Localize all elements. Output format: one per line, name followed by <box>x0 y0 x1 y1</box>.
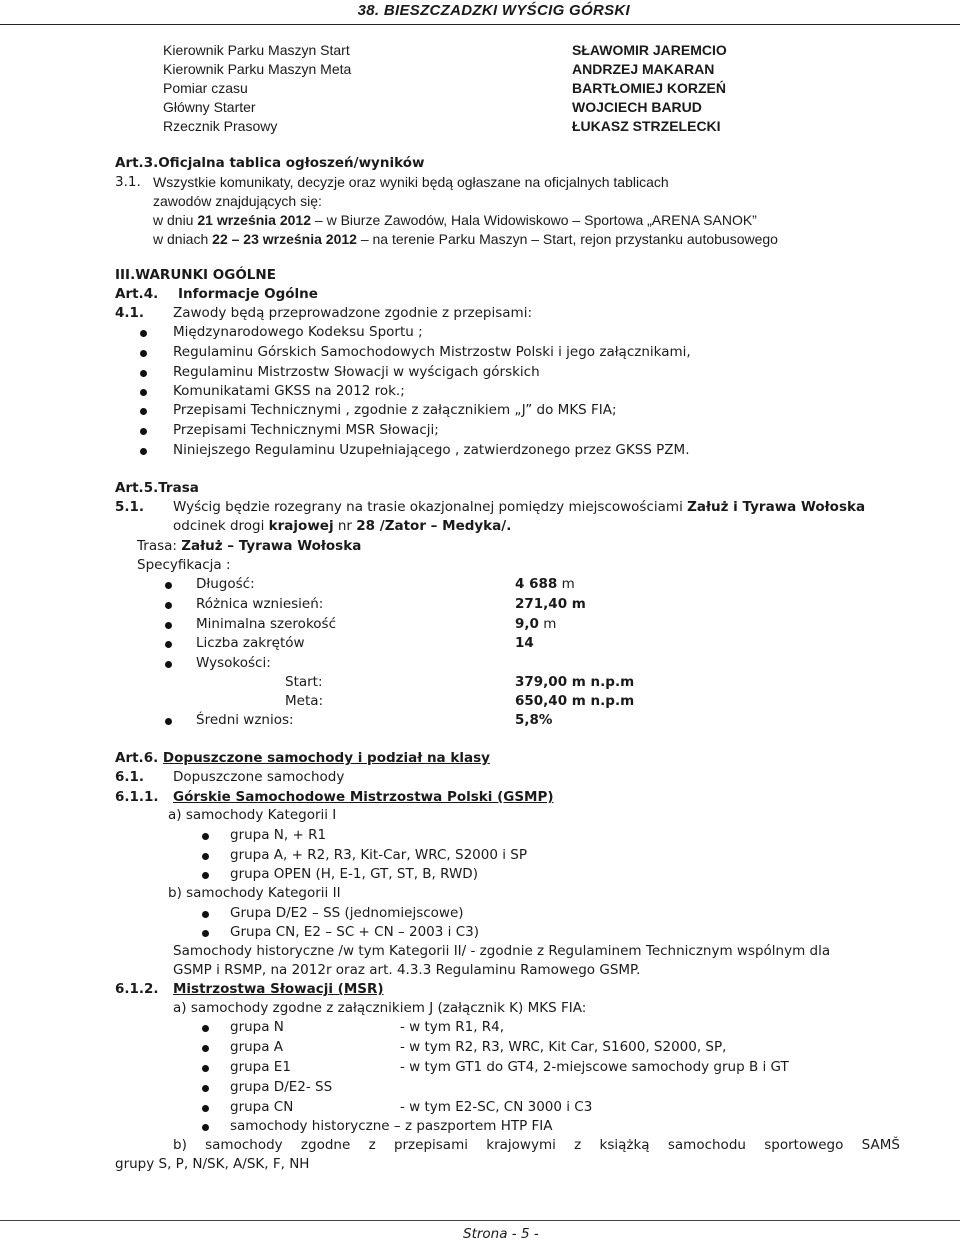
msr-group-desc: - w tym R2, R3, WRC, Kit Car, S1600, S2000, SP, <box>400 1039 727 1055</box>
page-number: Strona - 5 - <box>463 1226 539 1242</box>
art6-heading: Art.6. Dopuszczone samochody i podział na klasy <box>115 750 490 766</box>
art4-title: Informacje Ogólne <box>178 286 318 302</box>
spec-label: Minimalna szerokość <box>196 616 336 632</box>
official-name: ANDRZEJ MAKARAN <box>572 61 715 77</box>
historic-cars-line2: GSMP i RSMP, na 2012r oraz art. 4.3.3 Regulaminu Ramowego GSMP. <box>173 962 641 978</box>
msr-b-line2: grupy S, P, N/SK, A/SK, F, NH <box>115 1156 310 1172</box>
category2-label: b) samochody Kategorii II <box>168 885 341 901</box>
start-value: 379,00 m n.p.m <box>515 674 635 690</box>
bullet-icon <box>165 718 172 725</box>
bullet-icon <box>202 930 209 937</box>
p51-line1: Wyścig będzie rozegrany na trasie okazjonalnej pomiędzy miejscowościami Załuż i Tyrawa Wołoska <box>173 499 866 515</box>
bullet-icon <box>202 1085 209 1092</box>
art4-number: Art.4. <box>115 286 159 302</box>
bullet-icon <box>140 389 147 396</box>
bullet-icon <box>202 1025 209 1032</box>
finish-label: Meta: <box>285 693 324 709</box>
bullet-icon <box>165 622 172 629</box>
p51-number: 5.1. <box>115 499 145 515</box>
bullet-icon <box>165 582 172 589</box>
historic-cars-line1: Samochody historyczne /w tym Kategorii II/ - zgodnie z Regulaminem Technicznym wspólnym dla <box>173 943 831 959</box>
spec-label: Średni wznios: <box>196 712 294 728</box>
category2-item: Grupa CN, E2 – SC + CN – 2003 i C3) <box>230 924 479 940</box>
spec-label: Wysokości: <box>196 655 271 671</box>
list-item: Komunikatami GKSS na 2012 rok.; <box>173 383 405 399</box>
s61-text: Dopuszczone samochody <box>173 769 345 785</box>
bullet-icon <box>140 448 147 455</box>
section3-heading: III.WARUNKI OGÓLNE <box>115 267 276 283</box>
bullet-icon <box>165 602 172 609</box>
route-line: Trasa: Załuż – Tyrawa Wołoska <box>137 538 362 554</box>
msr-group: samochody historyczne – z paszportem HTP FIA <box>230 1118 553 1134</box>
p31-line3: w dniu 21 września 2012 – w Biurze Zawodów, Hala Widowiskowo – Sportowa „ARENA SANOK” <box>153 212 757 228</box>
s611-number: 6.1.1. <box>115 789 159 805</box>
msr-group-desc: - w tym R1, R4, <box>400 1019 505 1035</box>
category2-item: Grupa D/E2 – SS (jednomiejscowe) <box>230 905 464 921</box>
msr-group-desc: - w tym E2-SC, CN 3000 i C3 <box>400 1099 593 1115</box>
list-item: Międzynarodowego Kodeksu Sportu ; <box>173 324 423 340</box>
official-role: Główny Starter <box>163 99 256 115</box>
bullet-icon <box>140 428 147 435</box>
official-role: Kierownik Parku Maszyn Start <box>163 42 350 58</box>
bullet-icon <box>202 1065 209 1072</box>
spec-label: Różnica wzniesień: <box>196 596 324 612</box>
bullet-icon <box>202 853 209 860</box>
msr-group: grupa E1 <box>230 1059 291 1075</box>
p41-number: 4.1. <box>115 305 145 321</box>
p41-text: Zawody będą przeprowadzone zgodnie z przepisami: <box>173 305 533 321</box>
category1-label: a) samochody Kategorii I <box>168 807 337 823</box>
s612-number: 6.1.2. <box>115 981 159 997</box>
bullet-icon <box>165 641 172 648</box>
spec-value: 271,40 m <box>515 596 586 612</box>
msr-group: grupa D/E2- SS <box>230 1079 333 1095</box>
bullet-icon <box>202 1124 209 1131</box>
list-item: Przepisami Technicznymi , zgodnie z załącznikiem „J” do MKS FIA; <box>173 402 617 418</box>
category1-item: grupa OPEN (H, E-1, GT, ST, B, RWD) <box>230 866 478 882</box>
s611-text: Górskie Samochodowe Mistrzostwa Polski (GSMP) <box>173 789 554 805</box>
bullet-icon <box>140 350 147 357</box>
official-name: WOJCIECH BARUD <box>572 99 702 115</box>
bullet-icon <box>165 661 172 668</box>
bullet-icon <box>140 408 147 415</box>
finish-value: 650,40 m n.p.m <box>515 693 635 709</box>
bullet-icon <box>202 1045 209 1052</box>
category1-item: grupa A, + R2, R3, Kit-Car, WRC, S2000 i SP <box>230 847 527 863</box>
official-role: Pomiar czasu <box>163 80 248 96</box>
msr-a-label: a) samochody zgodne z załącznikiem J (załącznik K) MKS FIA: <box>173 1000 587 1016</box>
p31-line2: zawodów znajdujących się: <box>153 193 322 209</box>
start-label: Start: <box>285 674 323 690</box>
p31-line1: Wszystkie komunikaty, decyzje oraz wyniki będą ogłaszane na oficjalnych tablicach <box>153 174 669 190</box>
art3-heading: Art.3.Oficjalna tablica ogłoszeń/wyników <box>115 155 425 171</box>
list-item: Przepisami Technicznymi MSR Słowacji; <box>173 422 439 438</box>
s612-text: Mistrzostwa Słowacji (MSR) <box>173 981 384 997</box>
official-role: Rzecznik Prasowy <box>163 118 278 134</box>
list-item: Regulaminu Górskich Samochodowych Mistrzostw Polski i jego załącznikami, <box>173 344 691 360</box>
official-role: Kierownik Parku Maszyn Meta <box>163 61 352 77</box>
spec-value: 5,8% <box>515 712 553 728</box>
spec-label: Długość: <box>196 576 255 592</box>
bullet-icon <box>202 1105 209 1112</box>
official-name: BARTŁOMIEJ KORZEŃ <box>572 80 726 96</box>
bullet-icon <box>202 872 209 879</box>
msr-group: grupa CN <box>230 1099 294 1115</box>
p31-number: 3.1. <box>115 174 141 190</box>
art5-heading: Art.5.Trasa <box>115 480 199 496</box>
spec-value: 9,0 m <box>515 616 557 632</box>
s61-number: 6.1. <box>115 769 145 785</box>
p31-line4: w dniach 22 – 23 września 2012 – na terenie Parku Maszyn – Start, rejon przystanku autobusowego <box>153 231 778 247</box>
bullet-icon <box>202 911 209 918</box>
list-item: Niniejszego Regulaminu Uzupełniającego , zatwierdzonego przez GKSS PZM. <box>173 442 690 458</box>
header-divider <box>0 24 960 25</box>
list-item: Regulaminu Mistrzostw Słowacji w wyścigach górskich <box>173 364 540 380</box>
official-name: ŁUKASZ STRZELECKI <box>572 118 721 134</box>
msr-b-line1: b) samochody zgodne z przepisami krajowymi z książką samochodu sportowego SAMŠ <box>173 1137 900 1153</box>
footer-divider <box>0 1220 960 1221</box>
bullet-icon <box>140 330 147 337</box>
spec-heading: Specyfikacja : <box>137 557 231 573</box>
spec-value: 4 688 m <box>515 576 575 592</box>
p51-line2: odcinek drogi krajowej nr 28 /Zator – Medyka/. <box>173 518 512 534</box>
bullet-icon <box>140 370 147 377</box>
msr-group: grupa N <box>230 1019 284 1035</box>
official-name: SŁAWOMIR JAREMCIO <box>572 42 727 58</box>
spec-value: 14 <box>515 635 534 651</box>
page-header-title: 38. BIESZCZADZKI WYŚCIG GÓRSKI <box>357 2 630 19</box>
spec-label: Liczba zakrętów <box>196 635 305 651</box>
msr-group: grupa A <box>230 1039 284 1055</box>
msr-group-desc: - w tym GT1 do GT4, 2-miejscowe samochody grup B i GT <box>400 1059 789 1075</box>
category1-item: grupa N, + R1 <box>230 827 327 843</box>
bullet-icon <box>202 833 209 840</box>
